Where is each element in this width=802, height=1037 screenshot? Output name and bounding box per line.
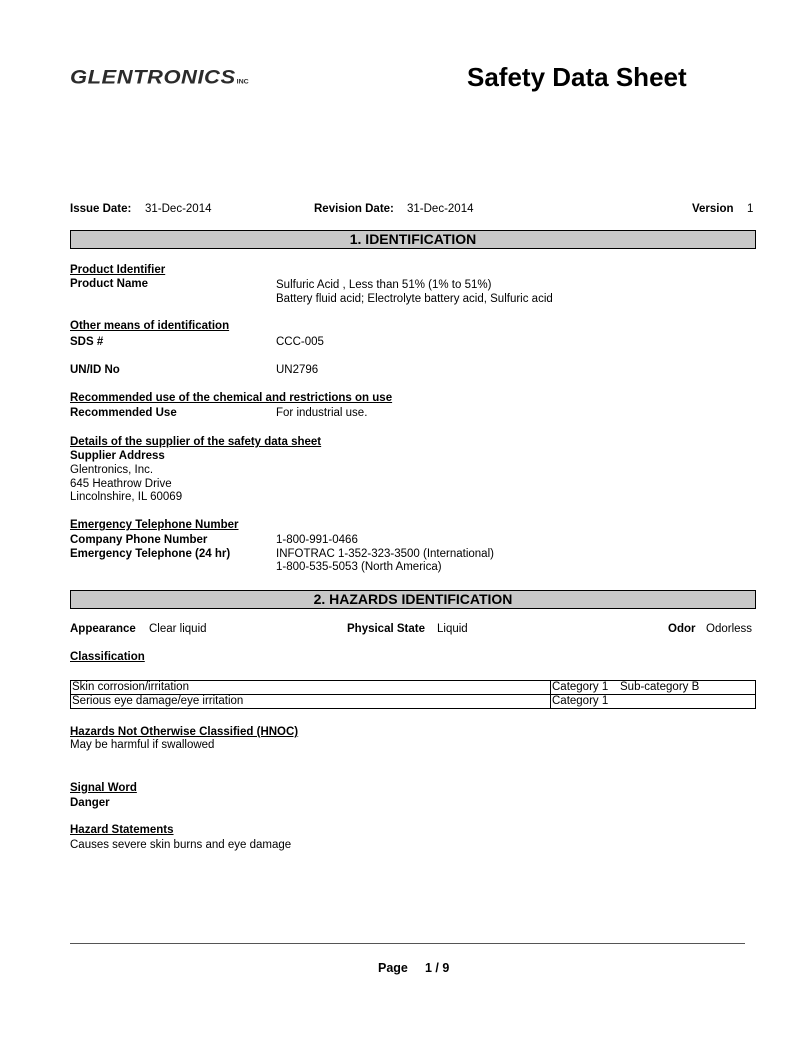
appearance-value: Clear liquid [149, 623, 207, 635]
category-value: Category 1 [552, 681, 609, 693]
category-value: Category 1 [552, 695, 609, 707]
section-1-header: 1. IDENTIFICATION [70, 230, 756, 249]
table-row [71, 681, 756, 695]
product-synonyms: Battery fluid acid; Electrolyte battery acid, Sulfuric acid [276, 293, 553, 305]
hnoc-heading: Hazards Not Otherwise Classified (HNOC) [70, 726, 299, 738]
physical-state-value: Liquid [437, 623, 468, 635]
product-identifier-heading: Product Identifier [70, 264, 166, 276]
classification-table [70, 680, 756, 709]
version-value: 1 [747, 203, 754, 215]
sds-value: CCC-005 [276, 336, 324, 348]
signal-word-value: Danger [70, 797, 110, 809]
version-label: Version [692, 203, 734, 215]
hnoc-value: May be harmful if swallowed [70, 739, 215, 751]
logo-suffix: INC [236, 78, 249, 86]
table-row [71, 695, 756, 709]
recommended-use-heading: Recommended use of the chemical and restrictions on use [70, 392, 393, 404]
emergency-phone-value-2: 1-800-535-5053 (North America) [276, 561, 442, 573]
hazard-statements-value: Causes severe skin burns and eye damage [70, 839, 292, 851]
product-name-value: Sulfuric Acid , Less than 51% (1% to 51%) [276, 279, 492, 291]
other-means-heading: Other means of identification [70, 320, 230, 332]
company-phone-label: Company Phone Number [70, 534, 208, 546]
supplier-line-3: Lincolnshire, IL 60069 [70, 491, 183, 503]
odor-label: Odor [668, 623, 696, 635]
page-label: Page [378, 961, 408, 975]
supplier-line-1: Glentronics, Inc. [70, 464, 154, 476]
company-phone-value: 1-800-991-0466 [276, 534, 358, 546]
supplier-address-label: Supplier Address [70, 450, 165, 462]
supplier-heading: Details of the supplier of the safety data sheet [70, 436, 322, 448]
recommended-use-value: For industrial use. [276, 407, 368, 419]
document-title: Safety Data Sheet [467, 62, 687, 92]
issue-date-label: Issue Date: [70, 203, 132, 215]
subcategory-value: Sub-category B [620, 681, 700, 693]
unid-value: UN2796 [276, 364, 319, 376]
logo-name: GLENTRONICS [70, 65, 236, 88]
revision-date-value: 31-Dec-2014 [407, 203, 474, 215]
emergency-heading: Emergency Telephone Number [70, 519, 239, 531]
section-2-header: 2. HAZARDS IDENTIFICATION [70, 590, 756, 609]
category-cell [551, 681, 756, 695]
hazard-cell: Serious eye damage/eye irritation [71, 695, 551, 709]
recommended-use-label: Recommended Use [70, 407, 177, 419]
physical-state-label: Physical State [347, 623, 425, 635]
classification-heading: Classification [70, 651, 145, 663]
signal-word-heading: Signal Word [70, 782, 137, 794]
appearance-label: Appearance [70, 623, 136, 635]
footer-divider [70, 943, 745, 944]
emergency-phone-value-1: INFOTRAC 1-352-323-3500 (International) [276, 548, 494, 560]
odor-value: Odorless [706, 623, 753, 635]
product-name-label: Product Name [70, 278, 148, 290]
company-logo [70, 65, 249, 88]
category-cell [551, 695, 756, 709]
sds-label: SDS # [70, 336, 104, 348]
hazard-cell: Skin corrosion/irritation [71, 681, 551, 695]
revision-date-label: Revision Date: [314, 203, 394, 215]
emergency-phone-label: Emergency Telephone (24 hr) [70, 548, 231, 560]
unid-label: UN/ID No [70, 364, 120, 376]
issue-date-value: 31-Dec-2014 [145, 203, 212, 215]
hazard-statements-heading: Hazard Statements [70, 824, 174, 836]
supplier-line-2: 645 Heathrow Drive [70, 478, 172, 490]
page-number: 1 / 9 [425, 961, 450, 975]
